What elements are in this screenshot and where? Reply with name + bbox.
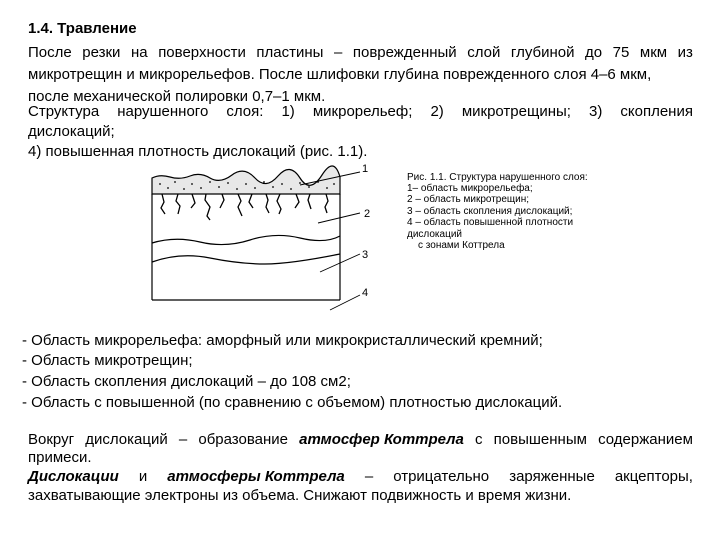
para3-line2: примеси. — [28, 449, 92, 466]
caption-line: с зонами Коттрела — [418, 240, 505, 251]
para3-line1: Вокруг дислокаций – образование атмосфер Коттрела с повышенным содержанием — [28, 431, 693, 448]
para1-line1: После резки на поверхности пластины – поврежденный слой глубиной до 75 мкм из — [28, 44, 693, 61]
dislocations-term: Дислокации — [28, 468, 119, 485]
bullet-item: - Область микротрещин; — [22, 352, 193, 369]
para2-line1: Структура нарушенного слоя: 1) микрорельеф; 2) микротрещины; 3) скопления — [28, 103, 693, 120]
caption-line: 4 – область повышенной плотности — [407, 217, 574, 228]
para4-line1: Дислокации и атмосферы Коттрела – отрицательно заряженные акцепторы, — [28, 468, 693, 485]
caption-line: 2 – область микротрещин; — [407, 194, 530, 205]
cottrell-atmospheres-term: атмосфер Коттрела — [299, 431, 464, 448]
high-density-boundary — [152, 254, 340, 264]
bullet-item: - Область с повышенной (по сравнению с объемом) плотностью дислокаций. — [22, 394, 563, 411]
para4-line2: захватывающие электроны из объема. Снижают подвижность и время жизни. — [28, 487, 572, 504]
bullet-item: - Область скопления дислокаций – до 108 см2; — [22, 373, 351, 390]
microcracks — [161, 194, 328, 220]
section-heading: 1.4. Травление — [28, 20, 137, 37]
para2-line2: дислокаций; — [28, 123, 115, 140]
para2-line3: 4) повышенная плотность дислокаций (рис. 1.1). — [28, 143, 368, 160]
label-3: 3 — [362, 249, 369, 261]
caption-line: 3 – область скопления дислокаций; — [407, 206, 573, 217]
caption-line: дислокаций — [407, 229, 462, 240]
caption-line: Рис. 1.1. Структура нарушенного слоя: — [407, 172, 588, 183]
label-2: 2 — [364, 208, 371, 220]
para1-line2: микротрещин и микрорельефов. После шлифовки глубина поврежденного слоя 4–6 мкм, — [28, 66, 652, 83]
caption-line: 1– область микрорельефа; — [407, 183, 533, 194]
microrelief-layer — [152, 166, 340, 194]
label-4: 4 — [362, 287, 369, 299]
bullet-item: - Область микрорельефа: аморфный или микрокристаллический кремний; — [22, 332, 543, 349]
para1-line3: после механической полировки 0,7–1 мкм. — [28, 88, 326, 105]
dislocation-boundary — [152, 235, 340, 244]
sample-outline — [152, 194, 340, 300]
cottrell-atmospheres-term-2: атмосферы Коттрела — [167, 468, 345, 485]
label-1: 1 — [362, 163, 369, 175]
